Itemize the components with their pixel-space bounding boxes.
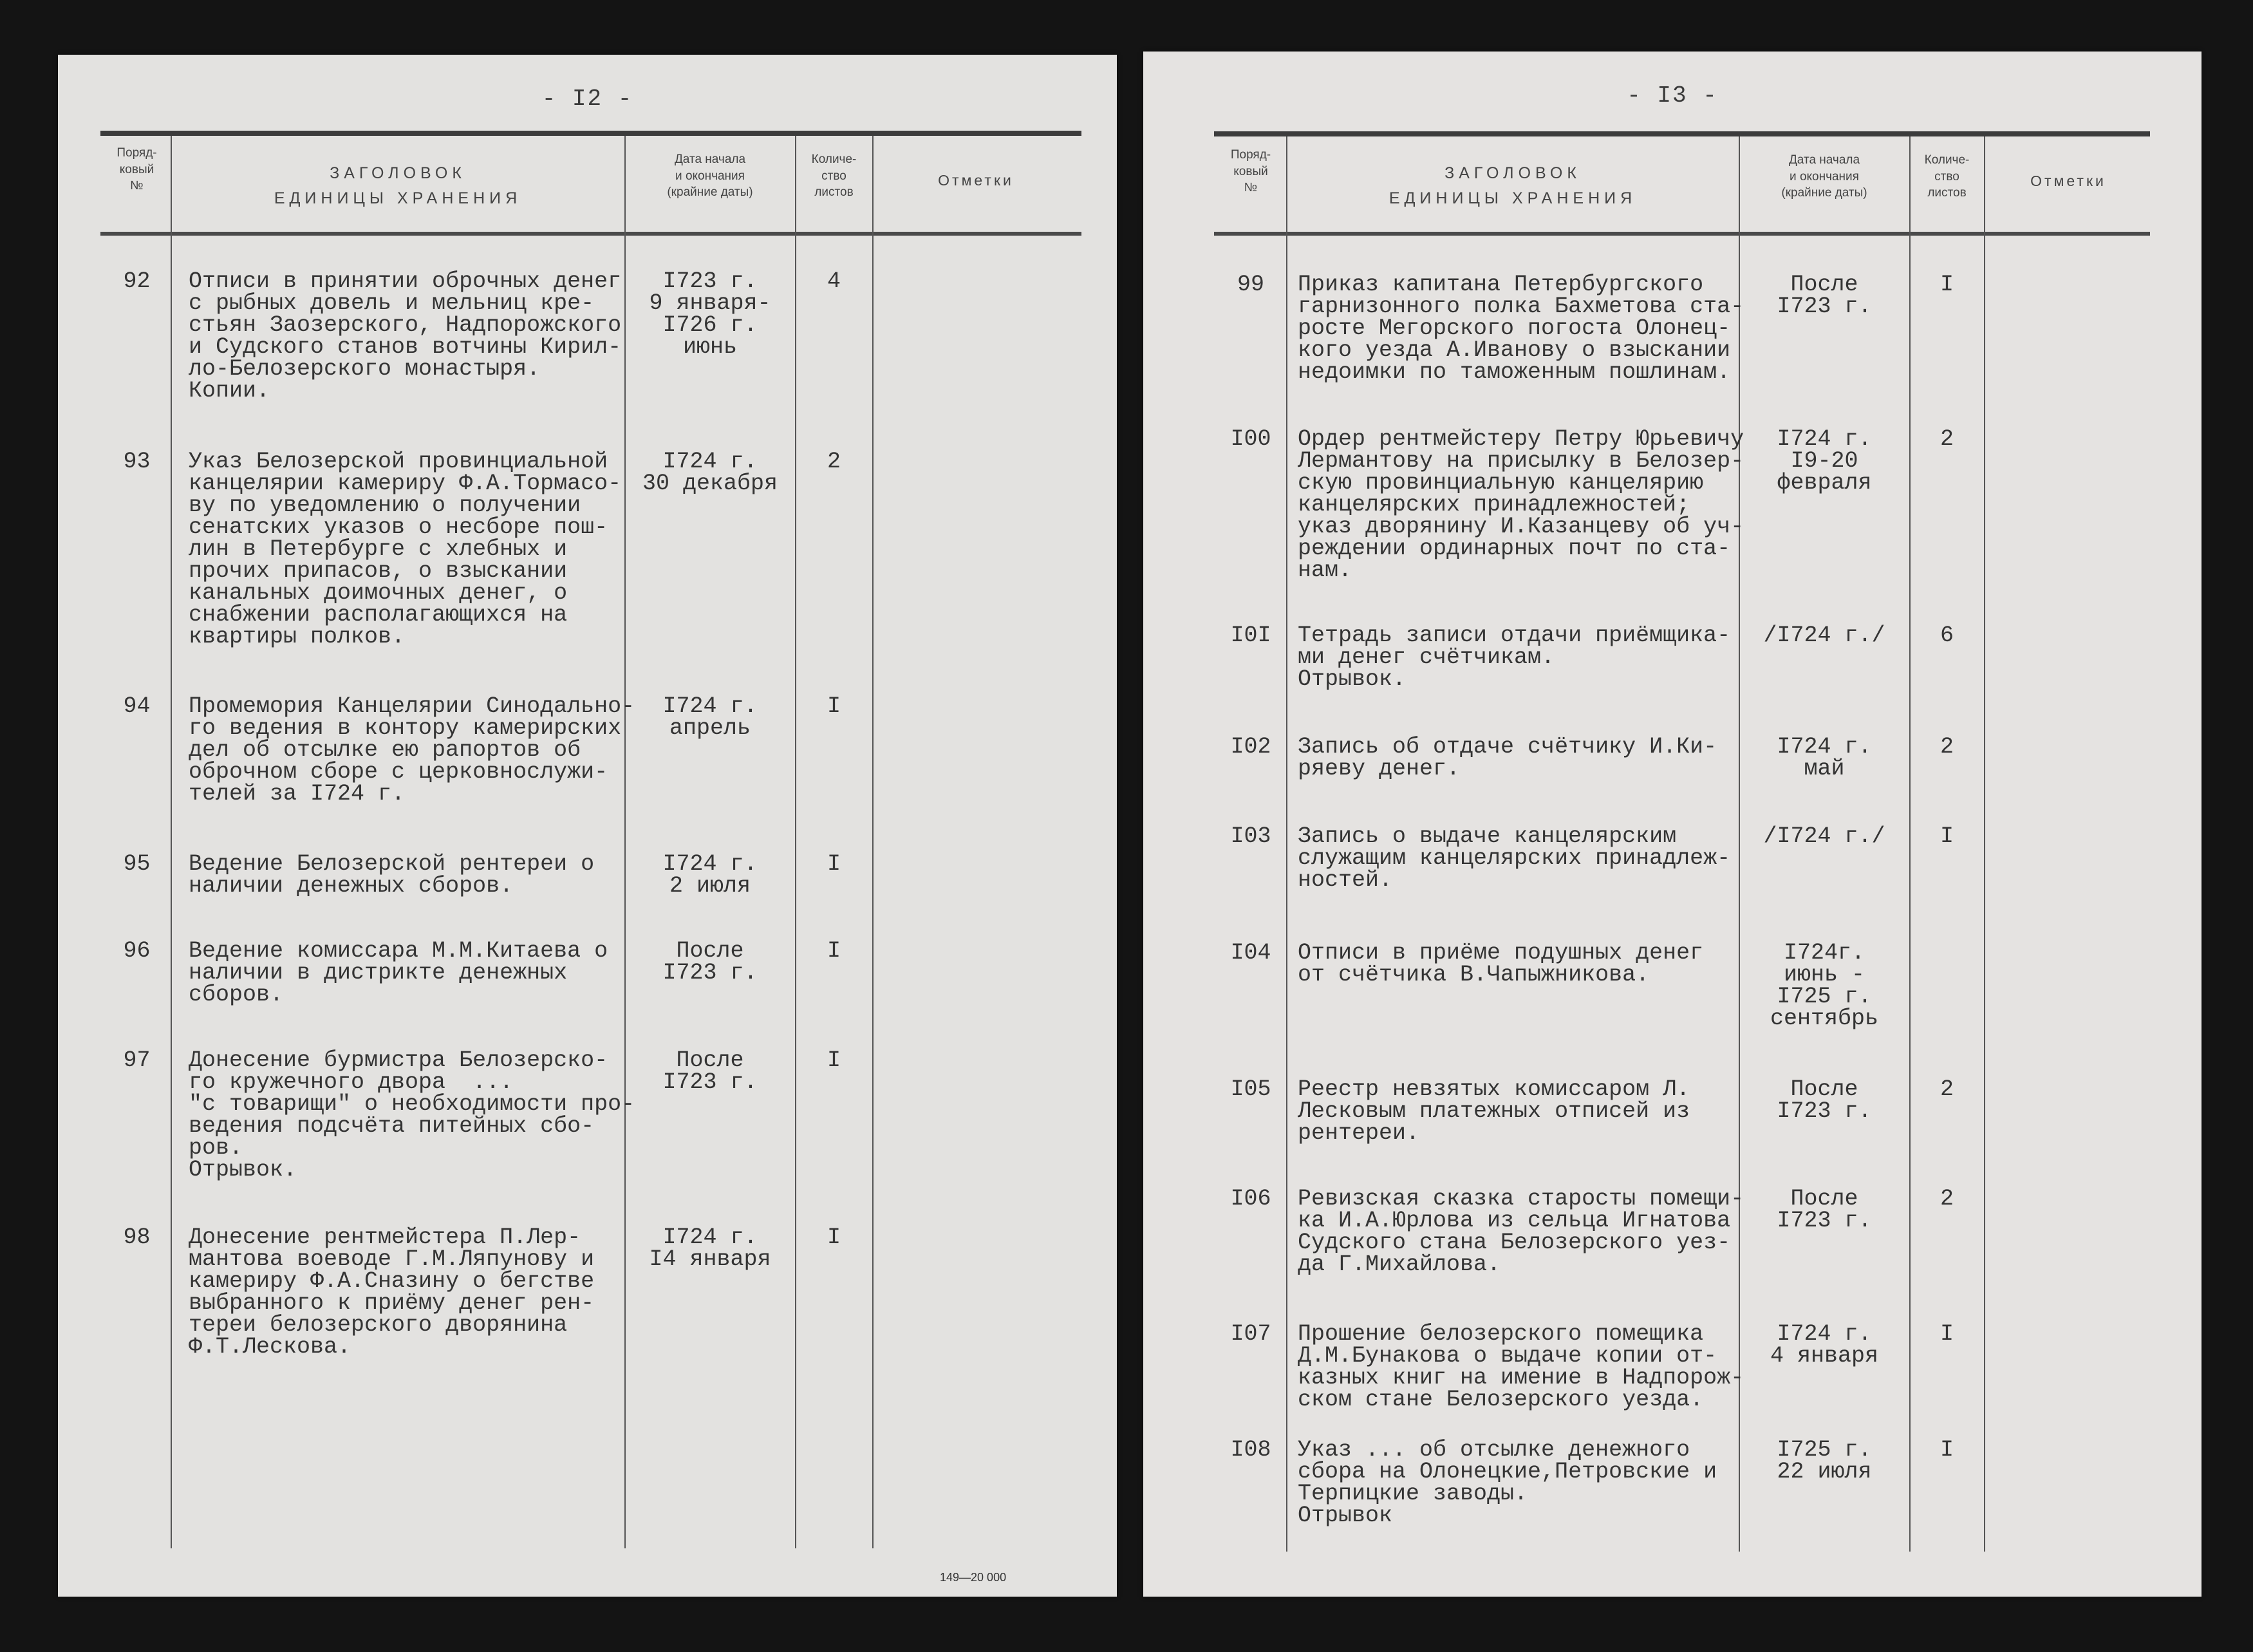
entry-title: Донесение бурмистра Белозерско- го кружечного двора ... "с товарищи" о необходимости про- ведения подсчёта питейных сбо- ров. Отрывок. bbox=[189, 1047, 635, 1183]
header-notes: Отметки bbox=[938, 172, 1014, 189]
column-divider bbox=[171, 136, 172, 1548]
entry-title: Тетрадь записи отдачи приёмщика- ми денег счётчикам. Отрывок. bbox=[1298, 623, 1731, 692]
entry-number: I03 bbox=[1230, 823, 1271, 849]
entry-number: I05 bbox=[1230, 1076, 1271, 1102]
entry-dates: После I723 г. bbox=[662, 938, 758, 986]
entry-title: Реестр невзятых комиссаром Л. Лесковым платежных отписей из рентереи. bbox=[1298, 1076, 1690, 1146]
entry-title: Указ Белозерской провинциальной канцелярии камериру Ф.А.Тормасо- ву по уведомлению о получении сенатских указов о несборе пош- лин в Петербурге с хлебных и прочих припасов, о взыскании канальных доимочных денег, о снабжении располагающихся на квартиры полков. bbox=[189, 449, 622, 650]
entry-dates: После I723 г. bbox=[1777, 1186, 1872, 1234]
entry-sheet-count: 2 bbox=[827, 449, 841, 474]
header-top-rule bbox=[1214, 131, 2150, 136]
entry-number: I08 bbox=[1230, 1437, 1271, 1463]
entry-sheet-count: I bbox=[827, 851, 841, 877]
entry-dates: I724 г. 4 января bbox=[1770, 1321, 1879, 1369]
entry-sheet-count: 2 bbox=[1940, 426, 1954, 452]
header-top-rule bbox=[100, 131, 1081, 136]
column-divider bbox=[872, 136, 874, 1548]
entry-title: Отписи в принятии оброчных денег с рыбных довель и мельниц кре- стьян Заозерского, Надпорожского и Судского станов вотчины Кирил- ло-Белозерского монастыря. Копии. bbox=[189, 268, 622, 404]
entry-title: Ордер рентмейстеру Петру Юрьевичу Лермантову на присылку в Белозер- скую провинциальную канцелярию канцелярских принадлежностей; указ дворянину И.Казанцеву об уч- реждении ординарных почт по ста- нам. bbox=[1298, 426, 1744, 583]
entry-number: I02 bbox=[1230, 734, 1271, 760]
entry-title: Прошение белозерского помещика Д.М.Бунакова о выдаче копии от- казных книг на имение в Надпорож- ском стане Белозерского уезда. bbox=[1298, 1321, 1744, 1413]
entry-sheet-count: I bbox=[827, 1047, 841, 1073]
entry-title: Ведение комиссара М.М.Китаева о наличии в дистрикте денежных сборов. bbox=[189, 938, 608, 1008]
header-bottom-rule bbox=[1214, 232, 2150, 236]
entry-number: 97 bbox=[123, 1047, 151, 1073]
entry-sheet-count: I bbox=[1940, 823, 1954, 849]
entry-dates: После I723 г. bbox=[1777, 1076, 1872, 1124]
entry-number: I00 bbox=[1230, 426, 1271, 452]
page-number: - I2 - bbox=[541, 86, 633, 112]
entry-sheet-count: 2 bbox=[1940, 734, 1954, 760]
header-bottom-rule bbox=[100, 232, 1081, 236]
entry-dates: После I723 г. bbox=[662, 1047, 758, 1095]
entry-number: I06 bbox=[1230, 1186, 1271, 1212]
entry-title: Отписи в приёме подушных денег от счётчика В.Чапыжникова. bbox=[1298, 940, 1704, 988]
entry-title: Ревизская сказка старосты помещи- ка И.А.Юрлова из сельца Игнатова Судского стана Белозерского уез- да Г.Михайлова. bbox=[1298, 1186, 1744, 1277]
entry-number: 96 bbox=[123, 938, 151, 964]
entry-number: 99 bbox=[1237, 272, 1264, 297]
entry-dates: I724 г. 2 июля bbox=[662, 851, 758, 899]
entry-dates: /I724 г./ bbox=[1763, 623, 1885, 648]
entry-title: Запись об отдаче счётчику И.Ки- ряеву денег. bbox=[1298, 734, 1717, 782]
header-title: ЗАГОЛОВОК ЕДИНИЦЫ ХРАНЕНИЯ bbox=[274, 164, 522, 207]
entry-dates: I724 г. 30 декабря bbox=[642, 449, 778, 496]
entry-title: Промемория Канцелярии Синодально- го ведения в контору камерирских дел об отсылке ею рапортов об оброчном сборе с церковнослужи- телей за I724 г. bbox=[189, 693, 635, 807]
entry-sheet-count: I bbox=[1940, 272, 1954, 297]
right-page bbox=[1143, 52, 2202, 1597]
entry-sheet-count: I bbox=[1940, 1437, 1954, 1463]
header-title: ЗАГОЛОВОК ЕДИНИЦЫ ХРАНЕНИЯ bbox=[1388, 164, 1637, 207]
entry-sheet-count: 4 bbox=[827, 268, 841, 294]
entry-sheet-count: I bbox=[827, 693, 841, 719]
header-count: Количе- ство листов bbox=[1924, 153, 1970, 200]
entry-dates: I724г. июнь - I725 г. сентябрь bbox=[1770, 940, 1879, 1031]
header-num: Поряд- ковый № bbox=[117, 146, 157, 193]
entry-title: Донесение рентмейстера П.Лер- мантова воеводе Г.М.Ляпунову и камериру Ф.А.Сназину о бегстве выбранного к приёму денег рен- тереи белозерского дворянина Ф.Т.Лескова. bbox=[189, 1225, 595, 1360]
entry-sheet-count: 2 bbox=[1940, 1186, 1954, 1212]
entry-dates: I724 г. май bbox=[1777, 734, 1872, 782]
entry-dates: После I723 г. bbox=[1777, 272, 1872, 319]
left-page bbox=[58, 55, 1117, 1597]
entry-title: Приказ капитана Петербургского гарнизонного полка Бахметова ста- росте Мегорского погоста Олонец- кого уезда А.Иванову о взыскании недоимки по таможенным пошлинам. bbox=[1298, 272, 1744, 385]
column-divider bbox=[1286, 136, 1287, 1552]
header-num: Поряд- ковый № bbox=[1230, 148, 1271, 195]
print-stamp: 149—20 000 bbox=[940, 1571, 1007, 1584]
entry-dates: I723 г. 9 января- I726 г. июнь bbox=[649, 268, 771, 360]
entry-sheet-count: 2 bbox=[1940, 1076, 1954, 1102]
column-divider bbox=[1984, 136, 1985, 1552]
entry-number: 93 bbox=[123, 449, 151, 474]
entry-title: Указ ... об отсылке денежного сбора на Олонецкие,Петровские и Терпицкие заводы. Отрывок bbox=[1298, 1437, 1717, 1528]
entry-number: I04 bbox=[1230, 940, 1271, 966]
entry-number: 92 bbox=[123, 268, 151, 294]
entry-dates: /I724 г./ bbox=[1763, 823, 1885, 849]
header-notes: Отметки bbox=[2030, 173, 2106, 189]
entry-dates: I725 г. 22 июля bbox=[1777, 1437, 1872, 1485]
entry-number: 94 bbox=[123, 693, 151, 719]
entry-number: I07 bbox=[1230, 1321, 1271, 1347]
page-number: - I3 - bbox=[1627, 82, 1718, 109]
column-divider bbox=[795, 136, 796, 1548]
entry-sheet-count: I bbox=[827, 1225, 841, 1250]
entry-title: Запись о выдаче канцелярским служащим канцелярских принадлеж- ностей. bbox=[1298, 823, 1731, 893]
header-dates: Дата начала и окончания (крайние даты) bbox=[667, 153, 753, 200]
entry-dates: I724 г. I4 января bbox=[649, 1225, 771, 1272]
header-count: Количе- ство листов bbox=[811, 153, 857, 200]
entry-number: I0I bbox=[1230, 623, 1271, 648]
entry-dates: I724 г. апрель bbox=[662, 693, 758, 741]
entry-title: Ведение Белозерской рентереи о наличии денежных сборов. bbox=[189, 851, 595, 899]
entry-dates: I724 г. I9-20 февраля bbox=[1777, 426, 1872, 496]
entry-sheet-count: I bbox=[1940, 1321, 1954, 1347]
entry-number: 95 bbox=[123, 851, 151, 877]
header-dates: Дата начала и окончания (крайние даты) bbox=[1781, 153, 1867, 200]
entry-sheet-count: I bbox=[827, 938, 841, 964]
entry-sheet-count: 6 bbox=[1940, 623, 1954, 648]
entry-number: 98 bbox=[123, 1225, 151, 1250]
